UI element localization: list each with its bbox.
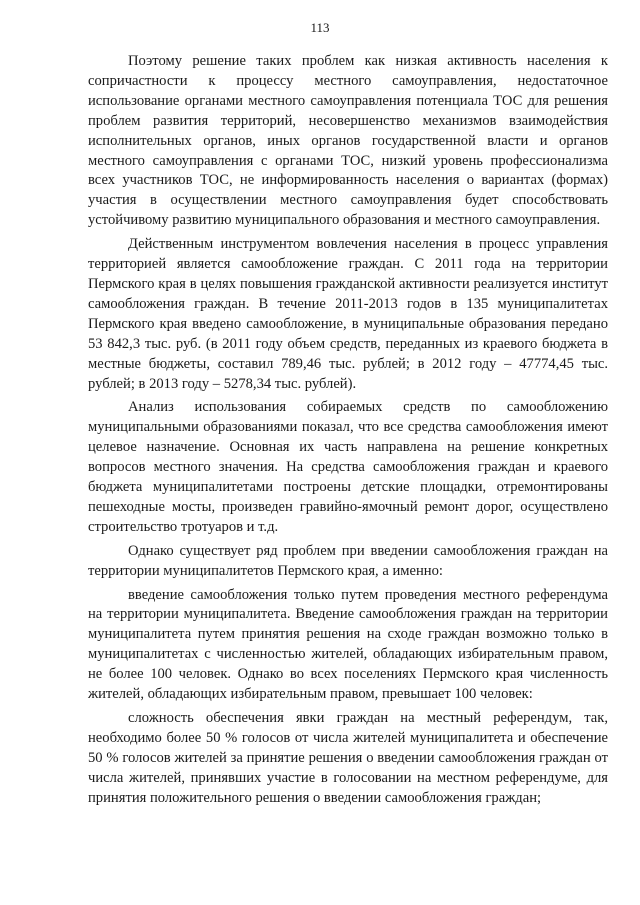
paragraph-referendum-requirement: введение самообложения только путем проведения местного референдума на территории муниципалитета. Введение самообложения граждан на территории муниципалитета путем принятия решения на сходе граждан возможно только в муниципалитетах с численностью жителей, обладающих избирательным правом, не более 100 человек. Однако во всех поселениях Пермского края численность жителей, обладающих избирательным правом, превышает 100 человек: <box>88 586 608 703</box>
paragraph-problems-intro: Однако существует ряд проблем при введении самообложения граждан на территории муниципалитетов Пермского края, а именно: <box>88 542 608 579</box>
paragraph-funds-usage-analysis: Анализ использования собираемых средств по самообложению муниципальными образованиями показал, что все средства самообложения имеют целевое назначение. Основная их часть направлена на решение конкретных вопросов местного значения. На средства самообложения граждан и краевого бюджета муниципалитетами построены детские площадки, отремонтированы пешеходные мосты, произведен гравийно-ямочный ремонт дорог, осуществлено строительство тротуаров и т.д. <box>88 399 608 535</box>
page-number: 113 <box>310 20 330 35</box>
body-text <box>88 52 608 809</box>
paragraph-tos-problems: Поэтому решение таких проблем как низкая активность населения к сопричастности к процессу местного самоуправления, недостаточное использование органами местного самоуправления потенциала ТОС для решения проблем развития территорий, несовершенство механизмов взаимодействия исполнительных органов, иных органов государственной власти и органов местного самоуправления с органами ТОС, низкий уровень профессионализма всех участников ТОС, не информированность населения о вариантах (формах) участия в осуществлении местного самоуправления будет способствовать устойчивому развитию муниципального образования и местного самоуправления. <box>88 53 608 229</box>
paragraph-turnout-difficulty: сложность обеспечения явки граждан на местный референдум, так, необходимо более 50 % голосов от числа жителей муниципалитета и обеспечение 50 % голосов жителей за принятие решения о введении самообложения граждан от числа жителей, принявших участие в голосовании на местном референдуме, для принятия положительного решения о введении самообложения граждан; <box>88 710 608 806</box>
paragraph-self-taxation-instrument: Действенным инструментом вовлечения населения в процесс управления территорией является самообложение граждан. С 2011 года на территории Пермского края в целях повышения гражданской активности реализуется институт самообложения граждан. В течение 2011-2013 годов в 135 муниципалитетах Пермского края введено самообложение, в муниципальные образования передано 53 842,3 тыс. руб. (в 2011 году объем средств, переданных из краевого бюджета в местные бюджеты, составил 789,46 тыс. рублей; в 2012 году – 47774,45 тыс. рублей; в 2013 году – 5278,34 тыс. рублей). <box>88 236 608 392</box>
